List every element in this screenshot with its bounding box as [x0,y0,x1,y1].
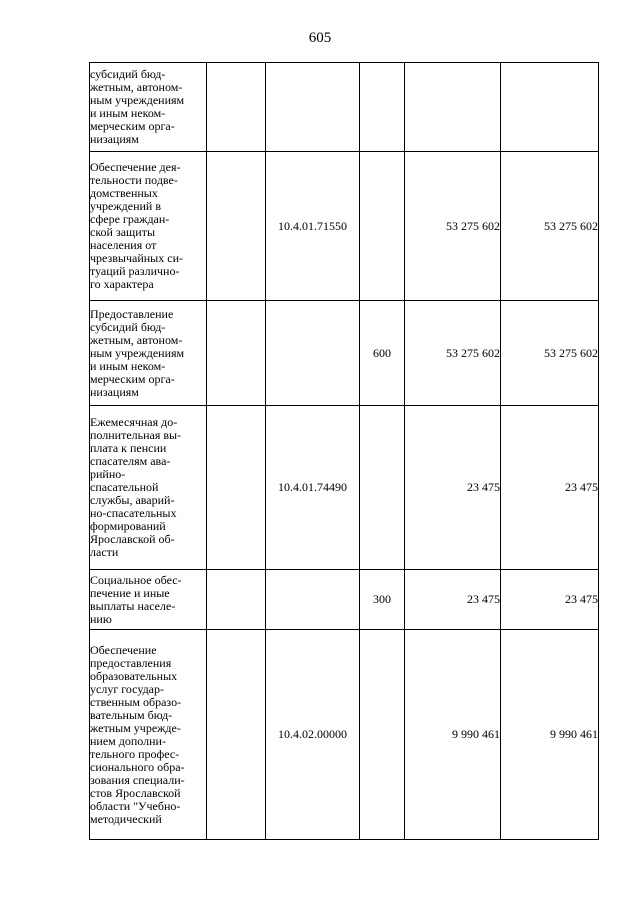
expense-type-code: 300 [360,570,405,630]
expense-type-code [360,152,405,301]
description-line: Обеспечение [90,642,157,657]
description-line: Социальное обес- [90,572,182,587]
description-line: низациям [90,384,139,399]
description-line: но-спасательных [90,506,177,520]
description-line: субсидий бюд- [90,319,166,334]
amount-first: 9 990 461 [405,630,501,840]
description-line: спасательной [90,480,159,494]
expense-type-code [360,630,405,840]
description-line: сфере граждан- [90,212,170,226]
target-article-code [266,570,360,630]
row-description [90,152,207,301]
description-line: плата к пенсии [90,441,167,455]
table-row [90,630,599,840]
description-line: ласти [90,545,119,559]
description-line: домственных [90,186,158,200]
row-description [90,63,207,152]
amount-second: 53 275 602 [501,301,599,406]
description-line: области "Учебно- [90,798,181,813]
description-line: формирований [90,519,166,533]
description-line: службы, аварий- [90,493,175,507]
description-line: чрезвычайных си- [90,251,183,265]
description-line: населения от [90,238,157,252]
empty-cell [207,301,266,406]
description-line: стов Ярославской [90,785,181,800]
amount-first: 53 275 602 [405,301,501,406]
table-row [90,63,599,152]
table-row [90,152,599,301]
description-line: и иным неком- [90,358,166,373]
description-line: жетным, автоном- [90,332,183,347]
description-line: Ежемесячная до- [90,415,178,429]
table-body [90,63,599,840]
target-article-code: 10.4.02.00000 [266,630,360,840]
expense-type-code [360,406,405,570]
expense-type-code [360,63,405,152]
description-line: нием дополни- [90,733,166,748]
amount-first: 53 275 602 [405,152,501,301]
description-line: тельности подве- [90,173,178,187]
description-line: низациям [90,132,139,146]
budget-table [89,62,599,840]
target-article-code [266,63,360,152]
description-line: нию [90,611,112,626]
description-line: ской защиты [90,225,156,239]
target-article-code: 10.4.01.71550 [266,152,360,301]
description-line: и иным неком- [90,106,166,120]
description-line: зования специали- [90,772,185,787]
amount-second: 23 475 [501,570,599,630]
description-line: мерческим орга- [90,119,175,133]
page-number: 605 [308,30,332,46]
description-line: предоставления [90,655,172,670]
empty-cell [207,152,266,301]
description-line: субсидий бюд- [90,67,166,81]
target-article-code [266,301,360,406]
amount-second: 53 275 602 [501,152,599,301]
description-line: печение и иные [90,585,170,600]
description-line: выплаты населе- [90,598,176,613]
description-line: го характера [90,277,154,291]
table-row [90,406,599,570]
expense-type-code: 600 [360,301,405,406]
description-line: Обеспечение дея- [90,160,181,174]
description-line: спасателям ава- [90,454,171,468]
row-description [90,406,207,570]
description-line: услуг государ- [90,681,164,696]
amount-first: 23 475 [405,570,501,630]
description-line: рийно- [90,467,126,481]
empty-cell [207,406,266,570]
table-row [90,301,599,406]
description-line: тельного профес- [90,746,180,761]
description-line: ственным образо- [90,694,182,709]
target-article-code: 10.4.01.74490 [266,406,360,570]
row-description [90,630,207,840]
description-line: ным учреждениям [90,93,185,107]
description-line: полнительная вы- [90,428,182,442]
amount-second [501,63,599,152]
empty-cell [207,63,266,152]
row-description [90,301,207,406]
amount-second: 23 475 [501,406,599,570]
description-line: учреждений в [90,199,162,213]
description-line: образовательных [90,668,178,683]
table-row [90,570,599,630]
description-line: вательным бюд- [90,707,173,722]
description-line: туаций различно- [90,264,180,278]
amount-first: 23 475 [405,406,501,570]
description-line: жетным учрежде- [90,720,181,735]
description-line: жетным, автоном- [90,80,183,94]
empty-cell [207,570,266,630]
amount-second: 9 990 461 [501,630,599,840]
description-line: мерческим орга- [90,371,175,386]
description-line: методический [90,811,162,826]
description-line: сионального обра- [90,759,185,774]
amount-first [405,63,501,152]
row-description [90,570,207,630]
description-line: Предоставление [90,306,174,321]
description-line: Ярославской об- [90,532,175,546]
description-line: ным учреждениям [90,345,185,360]
empty-cell [207,630,266,840]
